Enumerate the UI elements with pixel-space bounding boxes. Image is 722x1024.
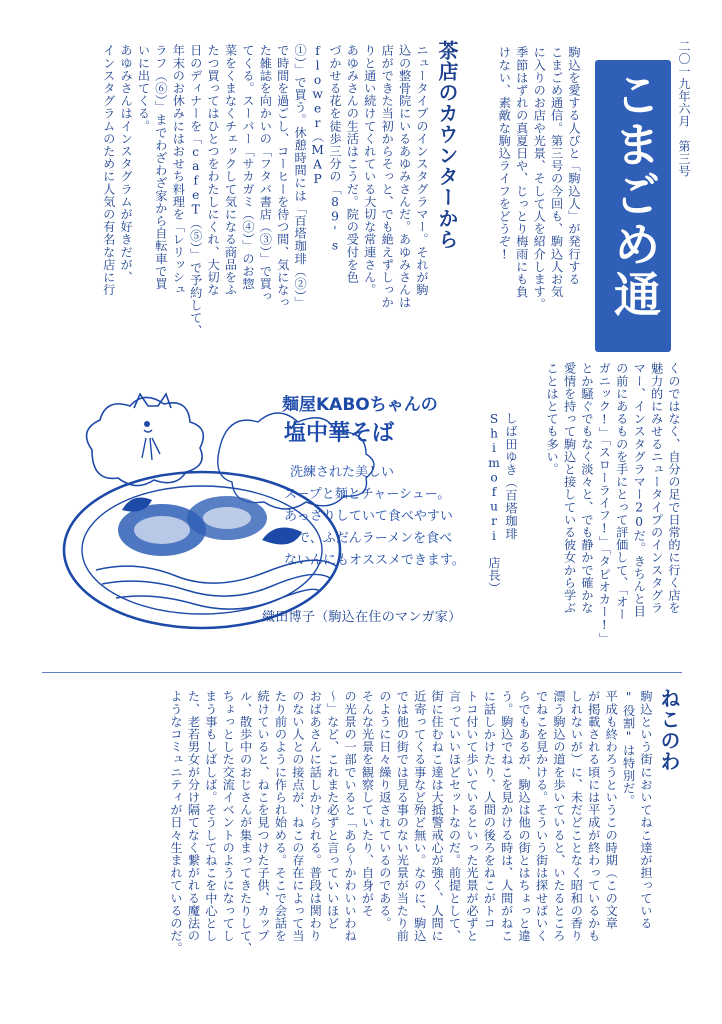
body-line: 店ができた当初からそっと、でも絶えずしっか (380, 44, 395, 309)
body-line: あゆみさんの生活はこうだ。院の受付を色 (345, 44, 360, 284)
section-divider (42, 672, 682, 673)
note-line: 洗練された美しい (290, 465, 395, 480)
body-line: ①）」で買う。休憩時間には「百塔珈琲（②）」 (293, 44, 308, 309)
section2-body (42, 690, 654, 990)
intro-line: に入りのお店や光景、そして人を紹介します。 (532, 46, 547, 311)
body-line: 駒込という街においてねこ達が担っている (639, 690, 653, 930)
note-line: ので、ふだんラーメンを食べ (284, 531, 453, 546)
body-line: たり前のように作られ始める。そこで会話を (273, 690, 288, 942)
illustration-title-1: 麺屋KABOちゃんの (282, 395, 438, 415)
body-line: ～」など、これまた必ずと言っていいほど (325, 690, 340, 930)
intro-line: けない、素敵な駒込ライフをどうぞ! (497, 46, 512, 262)
body-line: そんな光景を観察していたり、自身がそ (360, 690, 375, 917)
body-line: まう事もしばしば。そうしてねこを中心とし (203, 690, 218, 942)
body-line: あゆみさんはインスタグラムが好きだが、 (119, 44, 134, 284)
note-line: ないんにもオススメできます。 (284, 553, 465, 568)
body-line: とか騒ぐでもなく淡々と、でも静かで確かな (579, 362, 594, 614)
body-line: ようなコミュニティが日々生まれているのだ。 (169, 690, 184, 955)
body-line: のように日々繰り返されているのである。 (377, 690, 392, 930)
body-line: ちょっとした交流イベントのようになってし (221, 690, 236, 942)
body-line: が掲載される頃には平成が終わっているかも (586, 690, 601, 942)
body-line: う。駒込でねこを見かける時は、人間がねこ (499, 690, 514, 942)
body-line: た雑誌を向かいの「フタバ書店（③）」で買っ (258, 44, 273, 303)
body-line: 込の整骨院にいるあゆみさんだ。あゆみさんは (397, 44, 412, 309)
note-line: スープと麺とチャーシュー。 (284, 487, 451, 502)
section-heading-cats: ねこのわ (657, 688, 681, 772)
illustration-title-2: 塩中華そば (284, 421, 395, 446)
illustration-credit: 織田博子（駒込在住のマンガ家） (262, 610, 462, 625)
body-line: ラフ（⑥）」までわざわざ家から自転車で買 (153, 44, 168, 290)
body-line: マー、インスタグラマー20だ。きちんと目 (632, 362, 647, 618)
issue-date: 二〇一九年六月 第三号 (677, 40, 691, 178)
body-line: 街に住むねこ達は大抵警戒心が強く、人間に (430, 690, 445, 942)
body-line: で時間を過ごし、コーヒーを待つ間、気になっ (275, 44, 290, 309)
body-line: インスタグラムのために人気の有名な店に行 (101, 44, 116, 296)
body-line: トコ付いて歩いているといった光景が必ずと (464, 690, 479, 942)
masthead-title: こまごめ通信 (534, 70, 661, 320)
body-line: たつ買ってはひとつをわたしにくれ、大切な (206, 44, 221, 296)
body-line: ニュータイプのインスタグラマー。それが駒 (415, 44, 429, 296)
body-line: てくる。スーパー「サカガミ（④）」のお惣 (240, 44, 255, 290)
body-line: 年末のお休みにはおせち料理を「レリッシュ (171, 44, 186, 296)
intro-line: 駒込を愛する人びと「駒込人」が発行する (567, 46, 581, 286)
body-line: ことはとても多い。 (545, 362, 560, 476)
body-line: おばあさんに話しかけられる。普段は関わり (308, 690, 323, 942)
body-line: た、老若男女が分け隔てなく繋がれる魔法の (186, 690, 201, 942)
body-line: の光景の一部でいると「あら～かわいいわね (343, 690, 358, 942)
intro-line: 季節はずれの真夏日や、じっとり梅雨にも負 (514, 46, 529, 298)
body-line: 菜をくまなくチェックして気になる商品をふ (223, 44, 238, 296)
body-line: 日のディナーを「cafeT（⑤）」で予約して、 (188, 44, 203, 337)
body-line: では他の街では見る事のない光景が当たり前 (395, 690, 410, 942)
body-line: くのではなく、自分の足で日常的に行く店を (667, 362, 681, 614)
body-line: いに出てくる。 (136, 44, 151, 133)
section-heading-cafe: 茶店のカウンターから (435, 40, 459, 250)
body-line: のない人との接点が、ねこの存在によって当 (290, 690, 305, 942)
body-line: づかせる花を徒歩三分の「89's flower（MAP (310, 44, 342, 253)
author-signature: しば田ゆき（百塔珈琲 Shimofuri 店長） (487, 412, 518, 595)
body-line: りと通い続けてくれている大切な常連さん。 (362, 44, 377, 296)
intro-paragraph (470, 46, 582, 346)
body-line: ル、散歩中のおじさんが集まってきたりして、 (238, 690, 253, 955)
section1-continued (532, 362, 682, 662)
section1-body (42, 44, 430, 344)
body-line: 言っていいほどセットなのだ。前提として、 (447, 690, 462, 942)
body-line: 愛情を持って駒込と接している彼女から学ぶ (562, 362, 577, 614)
body-line: "役割"は特別だ。 (621, 690, 636, 807)
body-line: ガニック!」「スローライフ!」「タピオカー!」 (597, 362, 612, 645)
intro-line: こまごめ通信。第三号の今回も、駒込人お気 (549, 46, 564, 298)
body-line: らでもあるが、駒込は他の街とはちょっと違 (517, 690, 532, 942)
cat-ears-icon (134, 394, 171, 408)
body-line: 平成も終わろうというこの時期（この文章 (604, 690, 619, 930)
body-line: 続けていると、ねこを見つけた子供、カップ (256, 690, 271, 942)
note-line: あっさりしていて食べやすい (284, 509, 453, 524)
cat-eye-icon (144, 421, 150, 427)
body-line: の前にあるものを手にとって評価して、「オー (614, 362, 629, 621)
body-line: 魅力的にみせるニュータイプのインスタグラ (649, 362, 664, 614)
tassel-icon (142, 438, 160, 460)
body-line: 近寄ってくる事など殆ど無い。なのに、駒込 (412, 690, 427, 942)
body-line: でねこを見かける。そういう街は探せばいく (534, 690, 549, 942)
body-line: に話しかけたり、人間の後ろをねこがトコ (482, 690, 497, 930)
body-line: 漂う駒込の道を歩いていると、いたるところ (551, 690, 566, 942)
body-line: しれないが）に、未だどことなく昭和の香り (569, 690, 584, 942)
